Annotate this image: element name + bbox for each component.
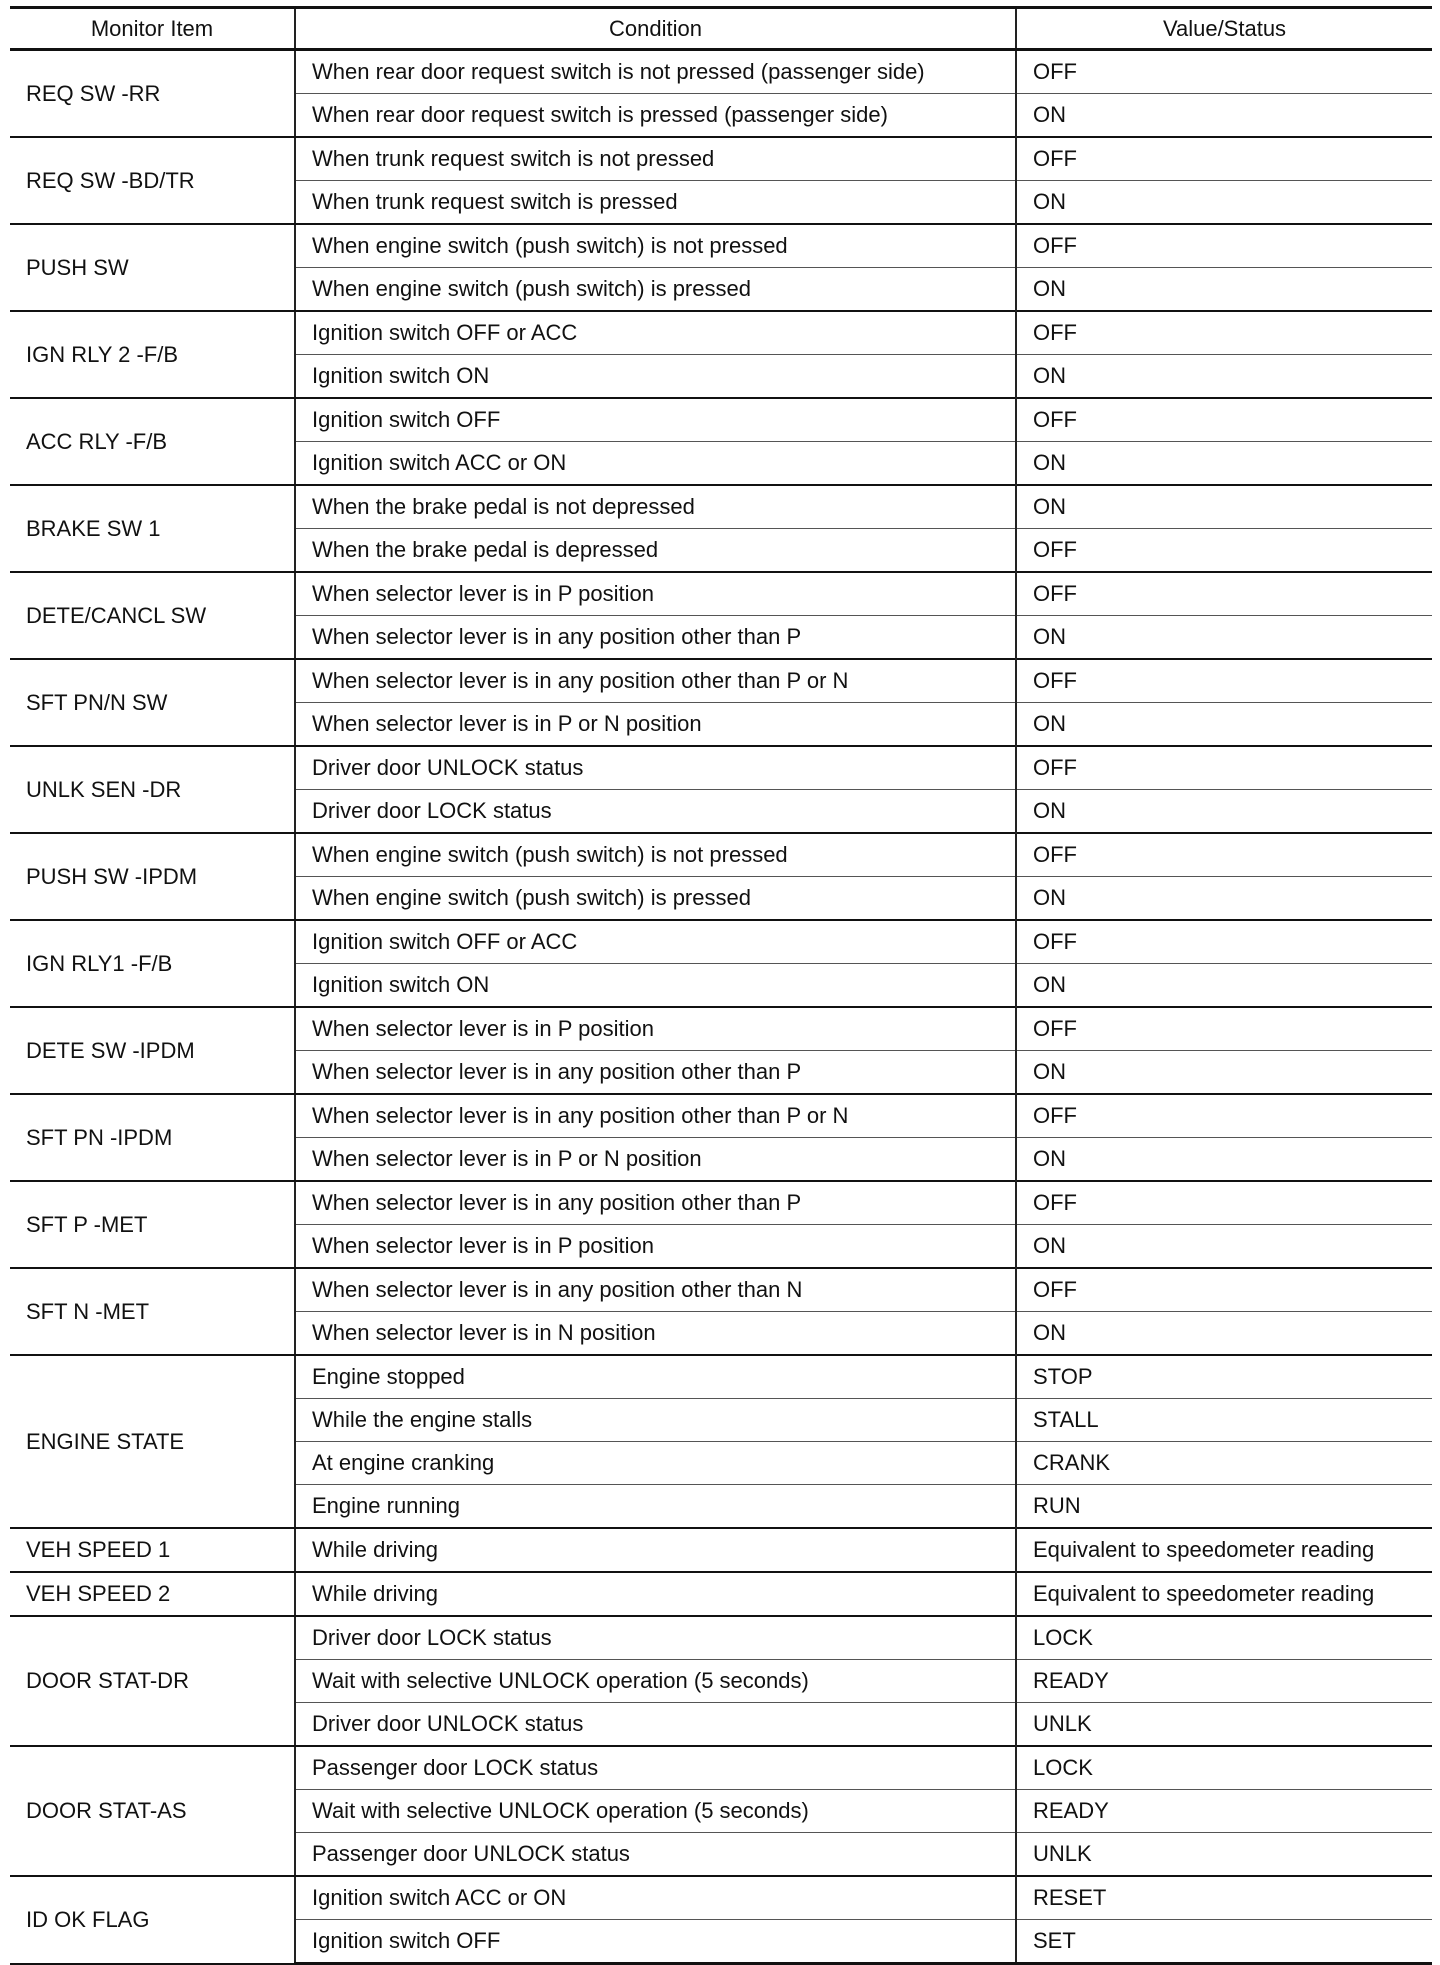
monitor-item-cell: ACC RLY -F/B [10,398,295,485]
table-row [10,572,1432,616]
value-status-cell: UNLK [1016,1833,1432,1877]
value-status-cell: RUN [1016,1485,1432,1529]
condition-cell: Engine stopped [295,1355,1016,1399]
value-status-cell: ON [1016,877,1432,921]
value-status-cell: ON [1016,355,1432,399]
condition-cell: When trunk request switch is pressed [295,181,1016,225]
value-status-cell: ON [1016,94,1432,138]
condition-cell: While driving [295,1572,1016,1616]
condition-cell: Ignition switch ON [295,964,1016,1008]
value-status-cell: ON [1016,616,1432,660]
condition-cell: When trunk request switch is not pressed [295,137,1016,181]
value-status-cell: OFF [1016,311,1432,355]
condition-cell: Ignition switch ON [295,355,1016,399]
condition-cell: When selector lever is in P or N position [295,1138,1016,1182]
value-status-cell: OFF [1016,833,1432,877]
condition-cell: When selector lever is in any position other than P [295,616,1016,660]
monitor-item-cell: VEH SPEED 1 [10,1528,295,1572]
condition-cell: When the brake pedal is depressed [295,529,1016,573]
value-status-cell: OFF [1016,659,1432,703]
condition-cell: When selector lever is in any position other than P or N [295,659,1016,703]
value-status-cell: ON [1016,964,1432,1008]
table-row [10,746,1432,790]
monitor-item-cell: IGN RLY 2 -F/B [10,311,295,398]
value-status-cell: OFF [1016,398,1432,442]
condition-cell: When selector lever is in P position [295,1225,1016,1269]
condition-cell: When rear door request switch is pressed (passenger side) [295,94,1016,138]
condition-cell: When selector lever is in any position other than P or N [295,1094,1016,1138]
value-status-cell: SET [1016,1920,1432,1964]
monitor-item-cell: ENGINE STATE [10,1355,295,1528]
monitor-table-container [10,6,1432,1965]
value-status-cell: OFF [1016,50,1432,94]
monitor-item-cell: DOOR STAT-AS [10,1746,295,1876]
table-row [10,485,1432,529]
value-status-cell: ON [1016,1138,1432,1182]
header-value-status: Value/Status [1016,8,1432,50]
value-status-cell: OFF [1016,746,1432,790]
value-status-cell: OFF [1016,920,1432,964]
value-status-cell: READY [1016,1790,1432,1833]
value-status-cell: OFF [1016,1268,1432,1312]
table-row [10,50,1432,94]
table-row [10,224,1432,268]
table-row [10,1181,1432,1225]
table-row [10,311,1432,355]
condition-cell: When selector lever is in any position other than P [295,1051,1016,1095]
value-status-cell: ON [1016,181,1432,225]
value-status-cell: ON [1016,485,1432,529]
value-status-cell: OFF [1016,1094,1432,1138]
monitor-item-cell: SFT N -MET [10,1268,295,1355]
condition-cell: Ignition switch OFF or ACC [295,920,1016,964]
value-status-cell: RESET [1016,1876,1432,1920]
condition-cell: When engine switch (push switch) is not pressed [295,833,1016,877]
monitor-item-cell: VEH SPEED 2 [10,1572,295,1616]
value-status-cell: LOCK [1016,1746,1432,1790]
value-status-cell: Equivalent to speedometer reading [1016,1572,1432,1616]
table-row [10,1746,1432,1790]
condition-cell: Passenger door LOCK status [295,1746,1016,1790]
condition-cell: Ignition switch ACC or ON [295,1876,1016,1920]
condition-cell: When engine switch (push switch) is pressed [295,268,1016,312]
header-condition: Condition [295,8,1016,50]
table-row [10,659,1432,703]
value-status-cell: OFF [1016,572,1432,616]
monitor-item-cell: PUSH SW [10,224,295,311]
table-row [10,1616,1432,1660]
monitor-item-cell: SFT PN/N SW [10,659,295,746]
value-status-cell: OFF [1016,224,1432,268]
value-status-cell: OFF [1016,529,1432,573]
condition-cell: Ignition switch OFF [295,398,1016,442]
condition-cell: Engine running [295,1485,1016,1529]
monitor-item-cell: DETE/CANCL SW [10,572,295,659]
condition-cell: Ignition switch OFF or ACC [295,311,1016,355]
condition-cell: Passenger door UNLOCK status [295,1833,1016,1877]
condition-cell: When rear door request switch is not pressed (passenger side) [295,50,1016,94]
monitor-item-cell: IGN RLY1 -F/B [10,920,295,1007]
table-row [10,920,1432,964]
table-row [10,1094,1432,1138]
condition-cell: When selector lever is in any position other than N [295,1268,1016,1312]
condition-cell: When selector lever is in P position [295,572,1016,616]
monitor-item-cell: SFT P -MET [10,1181,295,1268]
monitor-item-cell: BRAKE SW 1 [10,485,295,572]
table-header-row [10,8,1432,50]
monitor-item-cell: DETE SW -IPDM [10,1007,295,1094]
table-row [10,1876,1432,1920]
condition-cell: Driver door LOCK status [295,790,1016,834]
condition-cell: When the brake pedal is not depressed [295,485,1016,529]
header-monitor-item: Monitor Item [10,8,295,50]
condition-cell: While the engine stalls [295,1399,1016,1442]
table-row [10,1572,1432,1616]
monitor-item-cell: PUSH SW -IPDM [10,833,295,920]
value-status-cell: ON [1016,790,1432,834]
table-row [10,1355,1432,1399]
table-row [10,1007,1432,1051]
value-status-cell: STOP [1016,1355,1432,1399]
condition-cell: Wait with selective UNLOCK operation (5 seconds) [295,1790,1016,1833]
value-status-cell: LOCK [1016,1616,1432,1660]
condition-cell: When engine switch (push switch) is not pressed [295,224,1016,268]
value-status-cell: UNLK [1016,1703,1432,1747]
condition-cell: Ignition switch OFF [295,1920,1016,1964]
condition-cell: Driver door UNLOCK status [295,1703,1016,1747]
value-status-cell: ON [1016,1312,1432,1356]
value-status-cell: READY [1016,1660,1432,1703]
table-row [10,833,1432,877]
value-status-cell: ON [1016,703,1432,747]
condition-cell: Ignition switch ACC or ON [295,442,1016,486]
table-row [10,1528,1432,1572]
condition-cell: When engine switch (push switch) is pressed [295,877,1016,921]
monitor-item-cell: DOOR STAT-DR [10,1616,295,1746]
value-status-cell: OFF [1016,137,1432,181]
condition-cell: When selector lever is in any position other than P [295,1181,1016,1225]
value-status-cell: STALL [1016,1399,1432,1442]
monitor-item-cell: UNLK SEN -DR [10,746,295,833]
table-row [10,398,1432,442]
monitor-table [10,6,1432,1965]
value-status-cell: ON [1016,1225,1432,1269]
value-status-cell: ON [1016,268,1432,312]
monitor-item-cell: ID OK FLAG [10,1876,295,1964]
condition-cell: Wait with selective UNLOCK operation (5 seconds) [295,1660,1016,1703]
value-status-cell: OFF [1016,1181,1432,1225]
value-status-cell: ON [1016,442,1432,486]
monitor-item-cell: SFT PN -IPDM [10,1094,295,1181]
monitor-item-cell: REQ SW -BD/TR [10,137,295,224]
value-status-cell: Equivalent to speedometer reading [1016,1528,1432,1572]
condition-cell: Driver door LOCK status [295,1616,1016,1660]
table-body [10,50,1432,1964]
condition-cell: When selector lever is in P position [295,1007,1016,1051]
value-status-cell: OFF [1016,1007,1432,1051]
condition-cell: While driving [295,1528,1016,1572]
table-row [10,137,1432,181]
condition-cell: When selector lever is in N position [295,1312,1016,1356]
table-row [10,1268,1432,1312]
monitor-item-cell: REQ SW -RR [10,50,295,138]
condition-cell: Driver door UNLOCK status [295,746,1016,790]
condition-cell: At engine cranking [295,1442,1016,1485]
condition-cell: When selector lever is in P or N position [295,703,1016,747]
value-status-cell: ON [1016,1051,1432,1095]
value-status-cell: CRANK [1016,1442,1432,1485]
